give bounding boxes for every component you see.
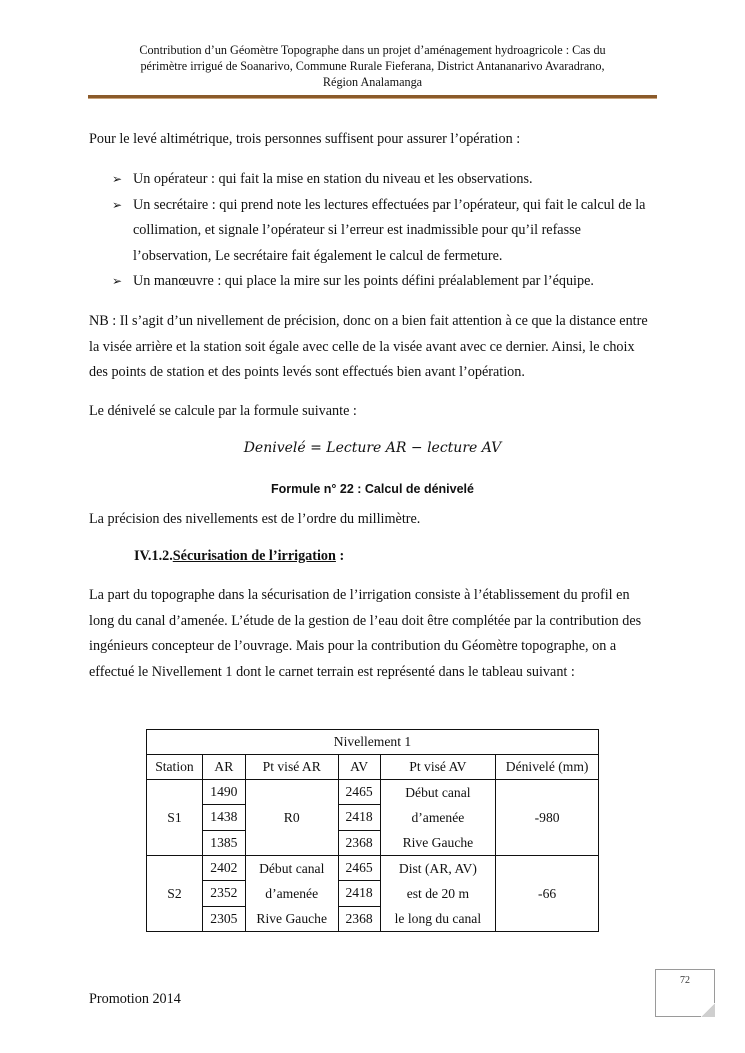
pt-vise-ar-line: Rive Gauche [256,911,328,926]
pt-vise-av-line: Rive Gauche [402,835,474,850]
header-av: AV [338,755,380,780]
station-cell: S1 [147,780,203,856]
ar-cell: 2402 [202,856,245,881]
station-cell: S2 [147,856,203,932]
team-bullet-list [112,167,657,295]
bullet-item [112,269,657,295]
ar-cell: 1438 [202,805,245,830]
av-cell: 2418 [338,881,380,906]
section-heading [134,548,344,565]
pt-vise-av-line: Début canal [405,785,471,800]
ar-cell: 1490 [202,780,245,805]
denivele-cell: -980 [496,780,599,856]
pt-vise-av-cell [380,780,496,856]
section-title: Sécurisation de l’irrigation [172,548,336,564]
arrow-bullet-icon: ➢ [112,197,123,212]
arrow-bullet-icon: ➢ [112,274,123,289]
intro-paragraph: Pour le levé altimétrique, trois personnes suffisent pour assurer l’opération : [89,131,521,147]
formula-intro: Le dénivelé se calcule par la formule suivante : [89,403,357,419]
av-cell: 2465 [338,780,380,805]
pt-vise-ar-line: Début canal [259,861,325,876]
formula-caption: Formule n° 22 : Calcul de dénivelé [271,482,474,496]
denivele-cell: -66 [496,856,599,932]
running-header [90,42,655,90]
ar-cell: 1385 [202,830,245,855]
page-number-box [655,969,715,1017]
bullet-text: Un opérateur : qui fait la mise en station du niveau et les observations. [133,171,533,187]
header-line-3: Région Analamanga [322,75,423,89]
ar-cell: 2352 [202,881,245,906]
header-ar: AR [202,755,245,780]
av-cell: 2368 [338,906,380,931]
body-paragraph: La part du topographe dans la sécurisation de l’irrigation consiste à l’établissement du profil en long du canal d’amenée. L’étude de la gestion de l’eau doit être complétée par la contribution des ingénieurs concepteur de l’ouvrage. Mais pour la contribution du Géomètre topographe, on a effectué le Nivellement 1 dont le carnet terrain est représenté dans le tableau suivant : [89,587,642,680]
pt-vise-ar-cell [245,856,338,932]
pt-vise-av-cell [380,856,496,932]
arrow-bullet-icon: ➢ [112,172,123,186]
nb-paragraph: NB : Il s’agit d’un nivellement de précision, donc on a bien fait attention à ce que la distance entre la visée arrière et la station soit égale avec celle de la visée avant avec ce dernier. Ainsi, le choix des points de station et des points levés sont effectués bien avant l’opération. [89,313,648,381]
precision-paragraph: La précision des nivellements est de l’ordre du millimètre. [89,511,421,527]
header-line-1: Contribution d’un Géomètre Topographe dans un projet d’aménagement hydroagricole : Cas du [139,43,606,57]
pt-vise-av-line: d’amenée [411,810,465,825]
header-denivele: Dénivelé (mm) [496,755,599,780]
av-cell: 2418 [338,805,380,830]
bullet-text: Un secrétaire : qui prend note les lectures effectuées par l’opérateur, qui fait le calcul de la collimation, et signale l’opérateur si l’erreur est inadmissible pour qu’il refasse l’observation, Le secrétaire fait également le calcul de fermeture. [133,196,646,264]
bullet-item [112,193,657,270]
ar-cell: 2305 [202,906,245,931]
page-curl-icon [701,1003,715,1017]
page-number: 72 [680,975,690,986]
nivellement-table [146,729,599,932]
pt-vise-av-line: est de 20 m [406,886,470,901]
footer-promotion: Promotion 2014 [89,991,181,1007]
formula-equation: Denivelé = Lecture AR − lecture AV [243,440,502,456]
pt-vise-av-line: Dist (AR, AV) [398,861,477,876]
bullet-text: Un manœuvre : qui place la mire sur les points défini préalablement par l’équipe. [133,273,594,290]
table-title: Nivellement 1 [147,730,599,755]
pt-vise-av-line: le long du canal [394,911,482,926]
header-rule [88,95,657,99]
table-row [147,780,599,805]
header-pt-vise-av: Pt visé AV [380,755,496,780]
section-number: IV.1.2. [134,548,173,564]
bullet-item [112,167,657,193]
header-pt-vise-ar: Pt visé AR [245,755,338,780]
header-line-2: périmètre irrigué de Soanarivo, Commune Rurale Fieferana, District Antananarivo Avaradrano, [140,59,605,73]
av-cell: 2465 [338,856,380,881]
header-station: Station [147,755,203,780]
pt-vise-ar-cell: R0 [245,780,338,856]
section-suffix: : [335,548,345,564]
table-header-row [147,755,599,780]
table-row [147,856,599,881]
av-cell: 2368 [338,830,380,855]
pt-vise-ar-line: d’amenée [265,886,319,901]
